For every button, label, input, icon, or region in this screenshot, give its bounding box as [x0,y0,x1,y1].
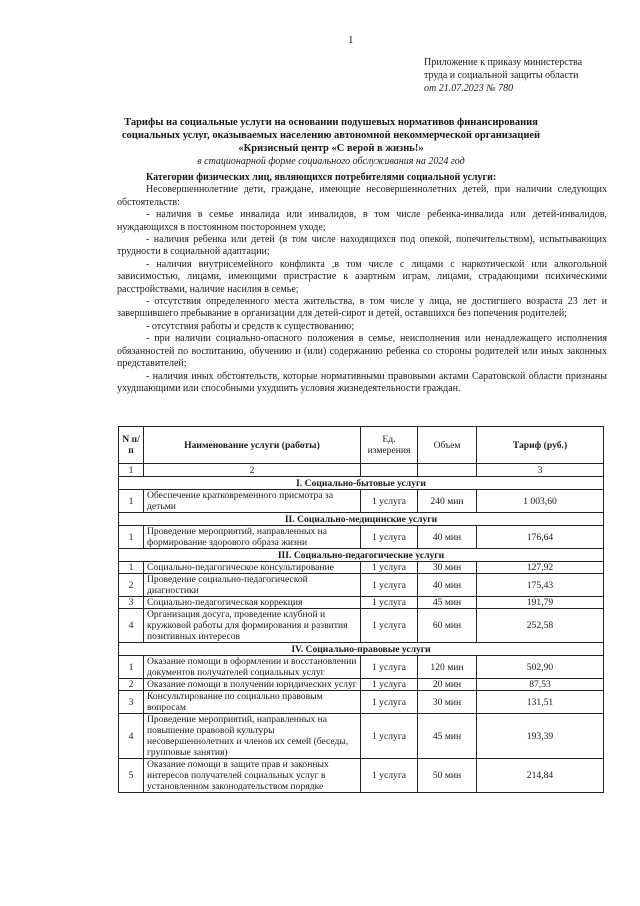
table-row [119,574,604,597]
header-unit: Ед. измерения [361,427,418,464]
table-row [119,562,604,574]
row-unit: 1 услуга [361,526,418,549]
section-row [119,513,604,526]
title-line-2: социальных услуг, оказываемых населению автономной некоммерческой организацией [121,130,541,141]
categories-heading: Категории физических лиц, являющихся потребителями социальной услуги: [146,172,497,183]
category-paragraph: - наличия внутрисемейного конфликта ,в том числе с лицами с наркотической или алкогольной зависимостью, лицами, имеющими пристрастие к азартным играм, лицами, страдающими психическими расстройствами, наличие насилия в семье; [117,258,607,295]
row-num: 3 [119,691,144,714]
section-title: I. Социально-бытовые услуги [119,477,604,490]
row-volume: 45 мин [418,597,477,609]
table-row [119,714,604,759]
row-unit: 1 услуга [361,714,418,759]
row-tariff: 214,84 [477,759,604,793]
index-cell [418,464,477,477]
row-tariff: 176,64 [477,526,604,549]
row-volume: 20 мин [418,679,477,691]
table-row [119,490,604,513]
section-row [119,477,604,490]
category-paragraph: - наличия ребенка или детей (в том числе находящихся под опекой, попечительством), испытывающих трудности в социальной адаптации; [117,234,607,258]
row-service-name: Оказание помощи в оформлении и восстановлении документов получателей социальных услуг [144,656,361,679]
category-paragraph: - наличия в семье инвалида или инвалидов, в том числе ребенка-инвалида или детей-инвалидов, нуждающихся в постоянном постороннем уходе; [117,209,607,233]
index-cell [361,464,418,477]
row-tariff: 502,90 [477,656,604,679]
category-paragraph: - отсутствия работы и средств к существованию; [146,320,355,332]
row-tariff: 87,53 [477,679,604,691]
table-row [119,759,604,793]
table-body [119,464,604,793]
section-row [119,643,604,656]
row-volume: 40 мин [418,574,477,597]
row-volume: 60 мин [418,609,477,643]
index-row [119,464,604,477]
row-unit: 1 услуга [361,759,418,793]
category-paragraph: - при наличии социально-опасного положения в семье, неисполнения или ненадлежащего исполнения обязанностей по воспитанию, обучению и (или) содержанию ребенка со стороны родителей или иных законных представителей; [117,333,607,370]
row-unit: 1 услуга [361,490,418,513]
row-service-name: Проведение мероприятий, направленных на формирование здорового образа жизни [144,526,361,549]
row-unit: 1 услуга [361,679,418,691]
row-service-name: Оказание помощи в защите прав и законных интересов получателей социальных услуг в установленном законодательством порядке [144,759,361,793]
row-service-name: Социально-педагогическая коррекция [144,597,361,609]
row-volume: 120 мин [418,656,477,679]
row-unit: 1 услуга [361,656,418,679]
row-service-name: Социально-педагогическое консультирование [144,562,361,574]
row-num: 1 [119,490,144,513]
row-tariff: 131,51 [477,691,604,714]
header-tariff: Тариф (руб.) [477,427,604,464]
row-service-name: Оказание помощи в получении юридических услуг [144,679,361,691]
row-volume: 45 мин [418,714,477,759]
table-row [119,609,604,643]
table-row [119,679,604,691]
row-service-name: Консультирование по социально правовым вопросам [144,691,361,714]
title-line-1: Тарифы на социальные услуги на основании подушевых нормативов финансирования [124,117,538,128]
table-row [119,526,604,549]
table-row [119,691,604,714]
row-volume: 40 мин [418,526,477,549]
index-cell: 2 [144,464,361,477]
row-tariff: 191,79 [477,597,604,609]
categories-block [117,172,607,395]
row-volume: 240 мин [418,490,477,513]
table-row [119,597,604,609]
index-cell: 3 [477,464,604,477]
row-tariff: 127,92 [477,562,604,574]
row-num: 2 [119,574,144,597]
row-num: 5 [119,759,144,793]
row-num: 4 [119,609,144,643]
row-tariff: 175,43 [477,574,604,597]
document-subtitle: в стационарной форме социального обслуживания на 2024 год [197,156,465,167]
header-num: N п/п [119,427,144,464]
row-service-name: Обеспечение кратковременного присмотра за детьми [144,490,361,513]
title-line-3: «Кризисный центр «С верой в жизнь!» [238,143,424,154]
row-unit: 1 услуга [361,562,418,574]
row-num: 1 [119,562,144,574]
header-name: Наименование услуги (работы) [144,427,361,464]
section-title: IV. Социально-правовые услуги [119,643,604,656]
section-title: II. Социально-медицинские услуги [119,513,604,526]
page-number: 1 [348,34,354,46]
row-unit: 1 услуга [361,574,418,597]
row-volume: 50 мин [418,759,477,793]
row-service-name: Организация досуга, проведение клубной и кружковой работы для формирования и развития позитивных интересов [144,609,361,643]
appendix-note [424,56,624,95]
table-row [119,656,604,679]
row-unit: 1 услуга [361,691,418,714]
row-num: 2 [119,679,144,691]
row-volume: 30 мин [418,562,477,574]
section-row [119,549,604,562]
table-header-row [119,427,604,464]
appendix-line-1: Приложение к приказу министерства [424,57,583,68]
header-volume: Объем [418,427,477,464]
category-paragraph: - отсутствия определенного места жительства, в том числе у лица, не достигшего возраста 23 лет и завершившего пребывание в организации для детей-сирот и детей, оставшихся без попечения родителей; [117,296,607,320]
row-num: 4 [119,714,144,759]
appendix-line-2: труда и социальной защиты области [424,70,579,81]
appendix-order-date: от 21.07.2023 № 780 [424,83,514,94]
row-num: 1 [119,526,144,549]
category-paragraph: - наличия иных обстоятельств, которые нормативными правовыми актами Саратовской области признаны ухудшающими или способными ухудшить условия жизнедеятельности граждан. [117,370,607,394]
row-tariff: 252,58 [477,609,604,643]
section-title: III. Социально-педагогические услуги [119,549,604,562]
row-tariff: 1 003,60 [477,490,604,513]
row-num: 1 [119,656,144,679]
categories-list [117,184,607,395]
row-service-name: Проведение мероприятий, направленных на повышение правовой культуры несовершеннолетних и членов их семей (беседы, групповые занятия) [144,714,361,759]
row-num: 3 [119,597,144,609]
index-cell: 1 [119,464,144,477]
row-unit: 1 услуга [361,609,418,643]
tariffs-table [118,426,604,793]
row-unit: 1 услуга [361,597,418,609]
document-title [96,116,566,155]
row-service-name: Проведение социально-педагогической диагностики [144,574,361,597]
category-paragraph: Несовершеннолетние дети, граждане, имеющие несовершеннолетних детей, при наличии следующих обстоятельств: [117,184,607,208]
row-tariff: 193,39 [477,714,604,759]
row-volume: 30 мин [418,691,477,714]
